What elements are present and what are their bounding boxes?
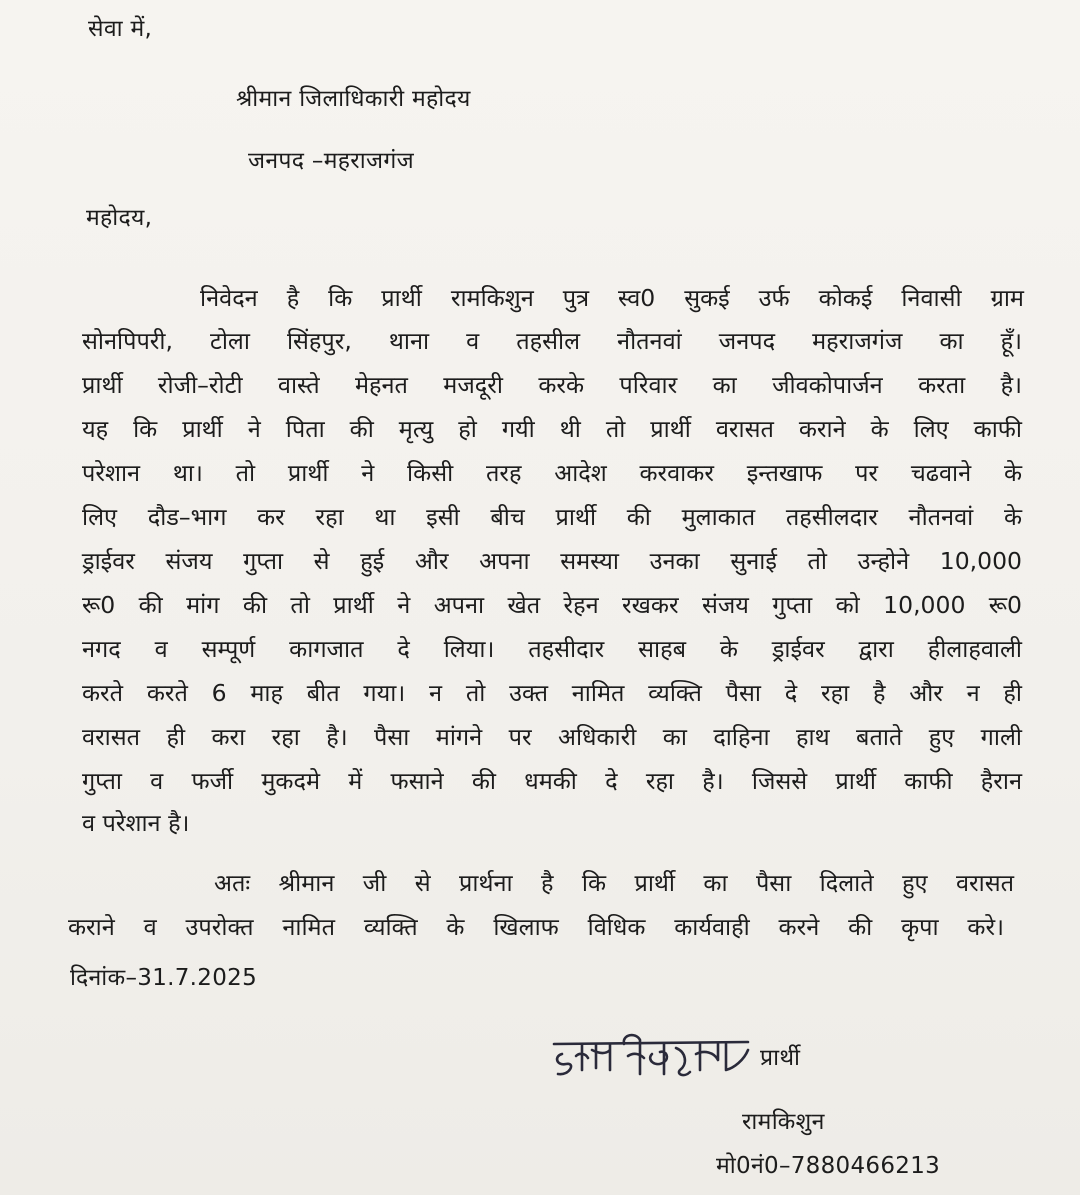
paragraph1-line-9: नगद व सम्पूर्ण कागजात दे लिया। तहसीदार साहब के ड्राईवर द्वारा हीलाहवाली xyxy=(82,635,1022,663)
paragraph1-line-4: यह कि प्रार्थी ने पिता की मृत्यु हो गयी थी तो प्रार्थी वरासत कराने के लिए काफी xyxy=(82,415,1022,443)
greeting: महोदय, xyxy=(86,205,153,231)
salutation-to: सेवा में, xyxy=(88,16,153,42)
signature-label: प्रार्थी xyxy=(760,1045,801,1071)
applicant-mobile: मो0नं0–7880466213 xyxy=(716,1153,941,1179)
paragraph2-line-1: अतः श्रीमान जी से प्रार्थना है कि प्रार्थी का पैसा दिलाते हुए वरासत xyxy=(214,869,1014,897)
paragraph1-line-6: लिए दौड–भाग कर रहा था इसी बीच प्रार्थी की मुलाकात तहसीलदार नौतनवां के xyxy=(82,503,1022,531)
paragraph1-line-11: वरासत ही करा रहा है। पैसा मांगने पर अधिकारी का दाहिना हाथ बताते हुए गाली xyxy=(82,723,1022,751)
paragraph1-line-8: रू0 की मांग की तो प्रार्थी ने अपना खेत रेहन रखकर संजय गुप्ता को 10,000 रू0 xyxy=(82,591,1022,619)
paragraph1-line-7: ड्राईवर संजय गुप्ता से हुई और अपना समस्या उनका सुनाई तो उन्होने 10,000 xyxy=(82,547,1022,575)
paragraph1-line-13: व परेशान है। xyxy=(82,809,190,837)
paragraph1-line-1: निवेदन है कि प्रार्थी रामकिशुन पुत्र स्व0 सुकई उर्फ कोकई निवासी ग्राम xyxy=(200,284,1024,312)
paragraph1-line-2: सोनपिपरी, टोला सिंहपुर, थाना व तहसील नौतनवां जनपद महराजगंज का हूँ। xyxy=(82,327,1022,355)
letter-date: दिनांक–31.7.2025 xyxy=(70,965,258,991)
signature-strokes xyxy=(548,1030,758,1092)
applicant-name: रामकिशुन xyxy=(742,1109,825,1135)
paragraph1-line-12: गुप्ता व फर्जी मुकदमे में फसाने की धमकी दे रहा है। जिससे प्रार्थी काफी हैरान xyxy=(82,767,1022,795)
paragraph1-line-3: प्रार्थी रोजी–रोटी वास्ते मेहनत मजदूरी करके परिवार का जीवकोपार्जन करता है। xyxy=(82,371,1022,399)
paragraph2-line-2: कराने व उपरोक्त नामित व्यक्ति के खिलाफ विधिक कार्यवाही करने की कृपा करे। xyxy=(68,913,1004,941)
handwritten-signature xyxy=(548,1030,758,1092)
addressee-district: जनपद –महराजगंज xyxy=(248,148,414,174)
paragraph1-line-10: करते करते 6 माह बीत गया। न तो उक्त नामित व्यक्ति पैसा दे रहा है और न ही xyxy=(82,679,1022,707)
addressee-title: श्रीमान जिलाधिकारी महोदय xyxy=(236,86,471,112)
paragraph1-line-5: परेशान था। तो प्रार्थी ने किसी तरह आदेश करवाकर इन्तखाफ पर चढवाने के xyxy=(82,459,1022,487)
